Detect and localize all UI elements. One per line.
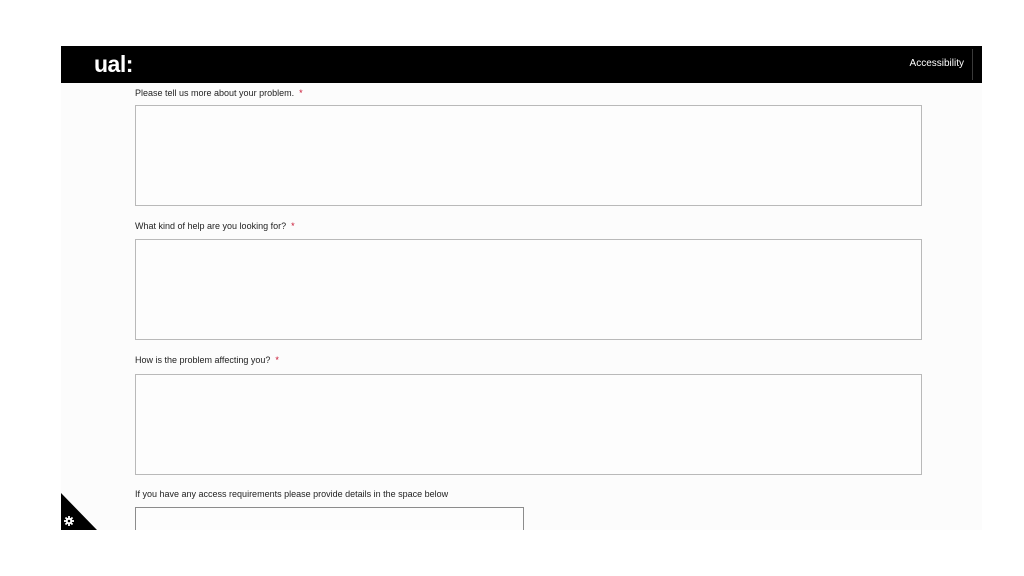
problem-impact-label-text: How is the problem affecting you? bbox=[135, 355, 271, 365]
access-requirements-label bbox=[135, 488, 448, 500]
header-divider bbox=[972, 49, 973, 80]
corner-triangle bbox=[61, 493, 97, 530]
gear-icon bbox=[64, 516, 74, 526]
access-requirements-label-text: If you have any access requirements please provide details in the space below bbox=[135, 489, 449, 499]
help-type-label-text: What kind of help are you looking for? bbox=[135, 221, 287, 231]
ual-logo[interactable]: ual: bbox=[94, 51, 133, 77]
required-marker: * bbox=[275, 355, 279, 365]
access-requirements-textarea[interactable] bbox=[135, 507, 524, 530]
page-frame bbox=[61, 46, 982, 530]
help-type-textarea[interactable] bbox=[135, 239, 922, 340]
problem-impact-label bbox=[135, 354, 279, 366]
problem-details-textarea[interactable] bbox=[135, 105, 922, 206]
problem-details-label bbox=[135, 87, 303, 99]
site-header bbox=[61, 46, 982, 83]
help-type-label bbox=[135, 220, 295, 232]
problem-impact-textarea[interactable] bbox=[135, 374, 922, 475]
required-marker: * bbox=[299, 88, 303, 98]
accessibility-link[interactable]: Accessibility bbox=[909, 58, 964, 69]
problem-details-label-text: Please tell us more about your problem. bbox=[135, 88, 295, 98]
settings-corner-button[interactable] bbox=[61, 493, 97, 530]
required-marker: * bbox=[291, 221, 295, 231]
